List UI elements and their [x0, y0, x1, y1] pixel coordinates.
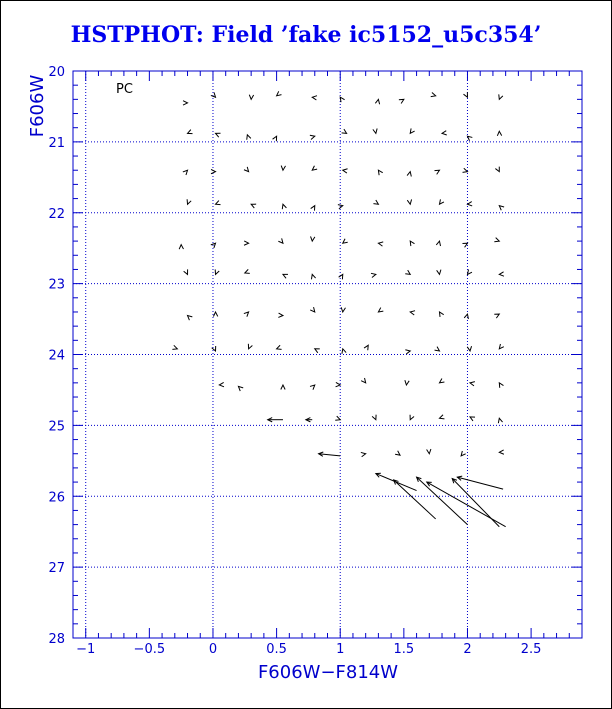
vector-arrow	[405, 380, 409, 385]
vector-arrow	[435, 347, 440, 351]
vector-arrow	[442, 131, 447, 135]
vector-head	[434, 170, 439, 174]
vector-head	[437, 270, 441, 275]
vector-arrow	[278, 238, 283, 243]
vector-head	[410, 415, 414, 420]
vector-arrow	[188, 316, 193, 321]
vector-arrow	[343, 169, 348, 173]
vector-arrow	[372, 415, 376, 420]
vector-head	[399, 99, 404, 103]
vector-arrow	[470, 417, 475, 421]
y-tick-label: 25	[48, 419, 65, 435]
vector-arrow	[278, 313, 283, 317]
vector-arrow	[251, 204, 256, 208]
vector-arrow	[399, 99, 404, 103]
vector-head	[283, 274, 288, 278]
vector-head	[213, 312, 217, 317]
vector-head	[211, 169, 216, 173]
vector-head	[361, 452, 366, 456]
vector-arrow	[378, 308, 383, 312]
vector-head	[371, 273, 376, 277]
vector-head	[375, 99, 379, 104]
vector-arrow	[467, 202, 472, 206]
vector-arrow	[410, 241, 414, 246]
vector-head	[467, 202, 472, 206]
vector-arrow	[410, 311, 415, 315]
vector-arrow	[277, 91, 282, 96]
vector-arrow	[245, 269, 250, 273]
vector-arrow	[249, 95, 253, 100]
vector-arrow	[494, 238, 499, 242]
vector-head	[179, 245, 183, 250]
vector-shaft	[452, 479, 499, 527]
y-tick-label: 22	[48, 206, 65, 222]
vector-head	[183, 170, 188, 175]
vector-arrow	[213, 312, 217, 317]
vector-head	[410, 128, 414, 133]
vector-head	[499, 344, 504, 349]
x-tick-label: 1.5	[393, 642, 415, 657]
y-tick-label: 20	[48, 65, 65, 80]
vector-head	[273, 136, 277, 141]
vector-head	[340, 97, 344, 102]
y-tick-label: 26	[48, 490, 65, 506]
vector-arrow	[461, 451, 466, 456]
vector-arrow	[188, 130, 193, 134]
vector-arrow	[495, 167, 499, 172]
vector-head	[184, 269, 188, 274]
vector-field	[172, 91, 505, 526]
vector-arrow	[361, 452, 366, 456]
vector-head	[188, 130, 193, 134]
vector-head	[427, 449, 431, 454]
vector-arrow	[499, 344, 504, 349]
y-tick-labels	[48, 65, 65, 647]
vector-head	[315, 349, 320, 353]
vector-head	[431, 92, 436, 96]
vector-head	[219, 382, 224, 386]
vector-head	[407, 199, 411, 204]
vector-head	[248, 344, 252, 349]
vector-head	[378, 242, 383, 246]
vector-arrow	[437, 270, 441, 275]
vector-arrow	[439, 378, 444, 382]
vector-head	[378, 308, 383, 312]
vector-arrow	[343, 239, 348, 243]
vector-head	[442, 131, 447, 135]
vector-arrow	[364, 345, 368, 350]
vector-arrow	[436, 241, 440, 246]
vector-arrow	[373, 129, 377, 134]
vector-head	[245, 269, 250, 273]
x-tick-label: 1	[336, 642, 345, 657]
vector-head	[312, 96, 317, 100]
vector-head	[373, 129, 377, 134]
vector-arrow	[248, 344, 252, 349]
vector-head	[461, 451, 466, 456]
vector-head	[463, 92, 467, 97]
vector-head	[251, 204, 256, 208]
vector-arrow	[499, 94, 503, 99]
vector-arrow	[183, 101, 188, 105]
vector-arrow	[310, 135, 315, 139]
vector-arrow	[439, 415, 444, 419]
vector-arrow	[311, 236, 315, 241]
vector-arrow	[457, 476, 503, 489]
vector-arrow	[494, 314, 499, 318]
vector-arrow	[405, 270, 410, 274]
vector-head	[311, 274, 315, 279]
vector-arrow	[310, 385, 315, 390]
vector-arrow	[427, 449, 431, 454]
vector-head	[462, 243, 467, 247]
grid	[73, 71, 582, 638]
vector-arrow	[311, 206, 315, 211]
vector-arrow	[439, 199, 443, 204]
vector-arrow	[310, 307, 315, 312]
vector-arrow	[268, 418, 283, 422]
vector-arrow	[378, 242, 383, 246]
y-tick-label: 27	[48, 561, 65, 577]
vector-head	[188, 316, 193, 321]
vector-head	[312, 166, 317, 170]
vector-arrow	[312, 166, 317, 170]
x-tick-label: 0	[208, 642, 218, 657]
vector-arrow	[395, 451, 400, 455]
vector-arrow	[407, 172, 411, 177]
vector-head	[244, 312, 249, 317]
vector-arrow	[319, 452, 341, 456]
vector-arrow	[427, 482, 506, 527]
vector-arrow	[452, 479, 499, 527]
vector-head	[183, 101, 188, 105]
vector-head	[277, 91, 282, 96]
vector-arrow	[215, 269, 219, 274]
vector-head	[497, 131, 501, 136]
vector-head	[211, 92, 216, 97]
vector-head	[464, 314, 468, 319]
y-tick-label: 24	[48, 348, 65, 364]
y-tick-label: 28	[48, 632, 65, 647]
vector-arrow	[462, 243, 467, 247]
vector-arrow	[172, 345, 177, 349]
vector-head	[364, 345, 368, 350]
vector-head	[499, 272, 504, 276]
vector-head	[361, 378, 366, 383]
panel-label: PC	[116, 82, 133, 97]
vector-head	[495, 167, 499, 172]
vector-head	[281, 166, 285, 171]
vector-head	[311, 236, 315, 241]
vector-arrow	[187, 199, 191, 204]
vector-head	[342, 349, 346, 354]
vector-arrow	[361, 378, 366, 383]
vector-arrow	[463, 168, 468, 172]
vector-head	[212, 346, 216, 351]
vector-head	[215, 269, 219, 274]
vector-head	[172, 345, 177, 349]
vector-head	[310, 307, 315, 312]
vector-head	[310, 385, 315, 390]
vector-head	[499, 94, 503, 99]
vector-head	[282, 204, 286, 209]
x-axis-label: F606W−F814W	[257, 662, 399, 683]
vector-arrow	[273, 136, 277, 141]
vector-arrow	[184, 269, 188, 274]
vector-arrow	[315, 349, 320, 353]
vector-arrow	[244, 167, 249, 172]
vector-head	[439, 415, 444, 419]
vector-head	[187, 199, 191, 204]
vector-arrow	[467, 270, 471, 275]
vector-head	[470, 417, 475, 421]
vector-arrow	[238, 386, 243, 391]
vector-arrow	[179, 245, 183, 250]
vector-arrow	[244, 241, 249, 245]
vector-head	[405, 350, 410, 354]
vector-head	[335, 416, 340, 420]
vector-arrow	[281, 385, 285, 390]
vector-head	[405, 270, 410, 274]
chart-title: HSTPHOT: Field ’fake ic5152_u5c354’	[70, 22, 542, 48]
vector-arrow	[405, 350, 410, 354]
vector-head	[310, 135, 315, 139]
vector-arrow	[312, 96, 317, 100]
vector-arrow	[216, 133, 221, 137]
vector-head	[463, 168, 468, 172]
vector-head	[378, 170, 382, 175]
vector-head	[247, 135, 251, 140]
x-tick-label: −1	[76, 642, 96, 657]
vector-head	[311, 206, 315, 211]
vector-arrow	[219, 382, 224, 386]
vector-head	[343, 169, 348, 173]
vector-arrow	[378, 170, 382, 175]
vector-arrow	[499, 272, 504, 276]
vector-head	[216, 133, 221, 137]
vector-arrow	[306, 418, 312, 422]
x-tick-label: −0.5	[133, 642, 166, 657]
vector-head	[494, 314, 499, 318]
vector-head	[439, 312, 443, 317]
vector-arrow	[410, 415, 414, 420]
vector-arrow	[371, 273, 376, 277]
vector-arrow	[282, 204, 286, 209]
vector-head	[435, 347, 440, 351]
vector-arrow	[373, 200, 378, 204]
vector-head	[244, 167, 249, 172]
vector-arrow	[439, 312, 443, 317]
vector-arrow	[283, 274, 288, 278]
vector-head	[494, 238, 499, 242]
x-tick-label: 2.5	[520, 642, 542, 657]
vector-arrow	[499, 450, 504, 454]
vector-arrow	[464, 314, 468, 319]
vector-head	[277, 345, 282, 349]
vector-arrow	[341, 307, 345, 312]
vector-shaft	[427, 482, 506, 527]
vector-arrow	[244, 312, 249, 317]
vector-arrow	[311, 274, 315, 279]
vector-head	[439, 378, 444, 382]
vector-arrow	[342, 349, 346, 354]
vector-head	[372, 415, 376, 420]
vector-head	[281, 385, 285, 390]
x-tick-labels	[76, 642, 541, 657]
vector-head	[407, 172, 411, 177]
vector-head	[436, 241, 440, 246]
vector-head	[467, 270, 471, 275]
vector-head	[467, 136, 472, 141]
vector-head	[336, 382, 341, 386]
vector-arrow	[211, 92, 216, 97]
vector-head	[499, 450, 504, 454]
vector-arrow	[375, 99, 379, 104]
vector-arrow	[470, 382, 475, 386]
vector-head	[343, 239, 348, 243]
vector-arrow	[247, 135, 251, 140]
vector-arrow	[335, 416, 340, 420]
vector-head	[470, 382, 475, 386]
vector-arrow	[434, 170, 439, 174]
vector-head	[439, 199, 443, 204]
x-tick-label: 2	[463, 642, 472, 657]
vector-arrow	[463, 92, 467, 97]
vector-head	[216, 201, 221, 205]
vector-head	[405, 380, 409, 385]
vector-arrow	[277, 345, 282, 349]
vector-head	[341, 307, 345, 312]
vector-head	[249, 95, 253, 100]
vector-arrow	[183, 170, 188, 175]
vector-arrow	[212, 346, 216, 351]
vector-arrow	[216, 201, 221, 205]
vector-head	[410, 241, 414, 246]
vector-arrow	[431, 92, 436, 96]
vector-arrow	[467, 136, 472, 141]
vector-arrow	[281, 166, 285, 171]
vector-head	[244, 241, 249, 245]
vector-arrow	[336, 382, 341, 386]
y-tick-label: 21	[48, 135, 65, 151]
y-axis-label: F606W	[27, 74, 48, 138]
vector-head	[238, 386, 243, 391]
vector-arrow	[499, 206, 504, 211]
vector-arrow	[497, 131, 501, 136]
vector-head	[342, 129, 347, 133]
vector-head	[373, 200, 378, 204]
vector-arrow	[407, 199, 411, 204]
vector-shaft	[457, 477, 503, 489]
vector-arrow	[342, 129, 347, 133]
vector-head	[278, 238, 283, 243]
vector-head	[395, 451, 400, 455]
vector-head	[499, 206, 504, 211]
vector-arrow	[211, 169, 216, 173]
y-tick-label: 23	[48, 277, 65, 293]
x-tick-label: 0.5	[266, 642, 287, 657]
vector-head	[278, 313, 283, 317]
vector-arrow	[499, 383, 503, 388]
vector-arrow	[498, 418, 502, 423]
vector-head	[410, 311, 415, 315]
vector-arrow	[410, 128, 414, 133]
vector-head	[498, 418, 502, 423]
vector-head	[499, 383, 503, 388]
vector-arrow	[340, 97, 344, 102]
